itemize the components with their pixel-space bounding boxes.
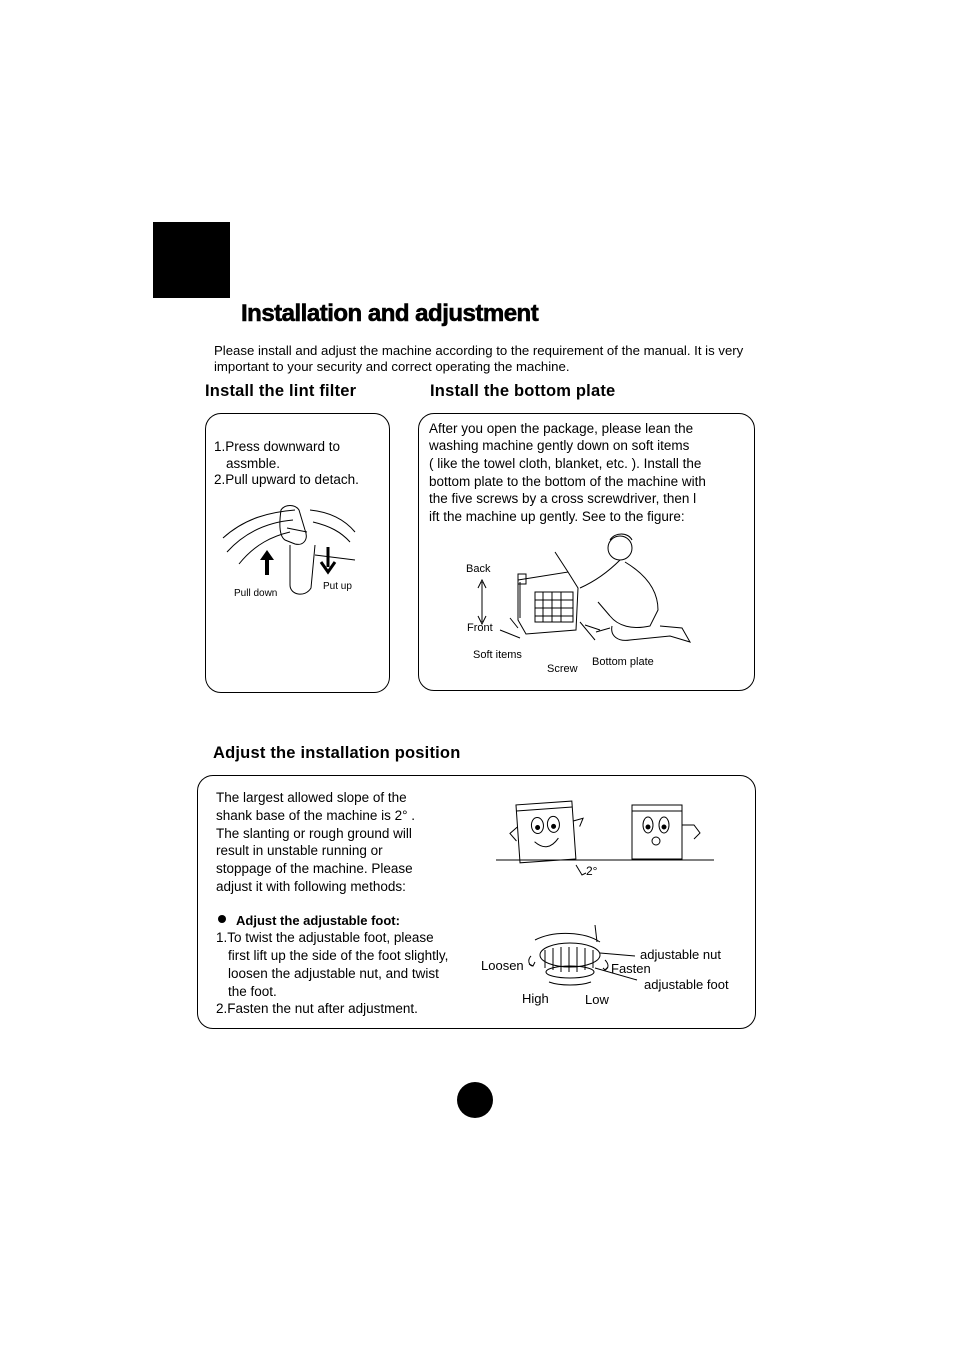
bottom-line-4: bottom plate to the bottom of the machine with: [429, 474, 706, 489]
adjust-line-4: result in unstable running or: [216, 843, 383, 858]
bottom-line-1: After you open the package, please lean the: [429, 421, 694, 436]
bottom-line-2: washing machine gently down on soft items: [429, 438, 690, 453]
page-title: Installation and adjustment: [241, 300, 539, 327]
adjust-step-1-cont-a: first lift up the side of the foot slightly,: [228, 948, 449, 963]
adjust-line-2: shank base of the machine is 2° .: [216, 808, 416, 823]
bullet-dot-icon: [218, 915, 226, 923]
back-label: Back: [466, 563, 491, 575]
bottom-line-3: ( like the towel cloth, blanket, etc. ). Install the: [429, 456, 702, 471]
high-label: High: [522, 991, 549, 1006]
adjustable-foot-label: adjustable foot: [644, 977, 729, 992]
adjust-line-6: adjust it with following methods:: [216, 879, 406, 894]
lint-step-1: 1.Press downward to: [214, 439, 341, 454]
slope-illustration: [490, 795, 720, 885]
adjust-line-5: stoppage of the machine. Please: [216, 861, 413, 876]
put-up-label: Put up: [323, 581, 352, 592]
front-label: Front: [467, 622, 493, 634]
fasten-label: Fasten: [611, 961, 651, 976]
bottom-plate-heading: Install the bottom plate: [430, 382, 616, 400]
lint-step-1-cont: assmble.: [226, 456, 281, 471]
adjust-line-3: The slanting or rough ground will: [216, 826, 412, 841]
adjust-step-1-cont-b: loosen the adjustable nut, and twist: [228, 966, 439, 981]
bottom-line-6: ift the machine up gently. See to the figure:: [429, 509, 685, 524]
loosen-label: Loosen: [481, 958, 524, 973]
screw-label: Screw: [547, 663, 578, 675]
bottom-plate-label: Bottom plate: [592, 656, 654, 668]
soft-items-label: Soft items: [473, 649, 522, 661]
adjust-foot-subheading: Adjust the adjustable foot:: [236, 913, 400, 928]
pull-down-label: Pull down: [234, 588, 278, 599]
adjust-step-2: 2.Fasten the nut after adjustment.: [216, 1001, 418, 1016]
bottom-line-5: the five screws by a cross screwdriver, then l: [429, 491, 697, 506]
adjust-step-1: 1.To twist the adjustable foot, please: [216, 930, 434, 945]
adjustable-foot-illustration: [525, 920, 645, 990]
adjust-heading: Adjust the installation position: [213, 744, 461, 762]
low-label: Low: [585, 992, 609, 1007]
intro-paragraph: Please install and adjust the machine according to the requirement of the manual. It is very important to your security and correct operating the machine.: [214, 343, 744, 374]
adjust-line-1: The largest allowed slope of the: [216, 790, 407, 805]
slope-angle-label: 2°: [586, 864, 598, 878]
page-number-dot: [457, 1082, 493, 1118]
adjustable-nut-label: adjustable nut: [640, 947, 721, 962]
lint-filter-heading: Install the lint filter: [205, 382, 357, 400]
adjust-step-1-cont-c: the foot.: [228, 984, 277, 999]
section-marker-block: [153, 222, 230, 298]
lint-step-2: 2.Pull upward to detach.: [214, 472, 359, 487]
